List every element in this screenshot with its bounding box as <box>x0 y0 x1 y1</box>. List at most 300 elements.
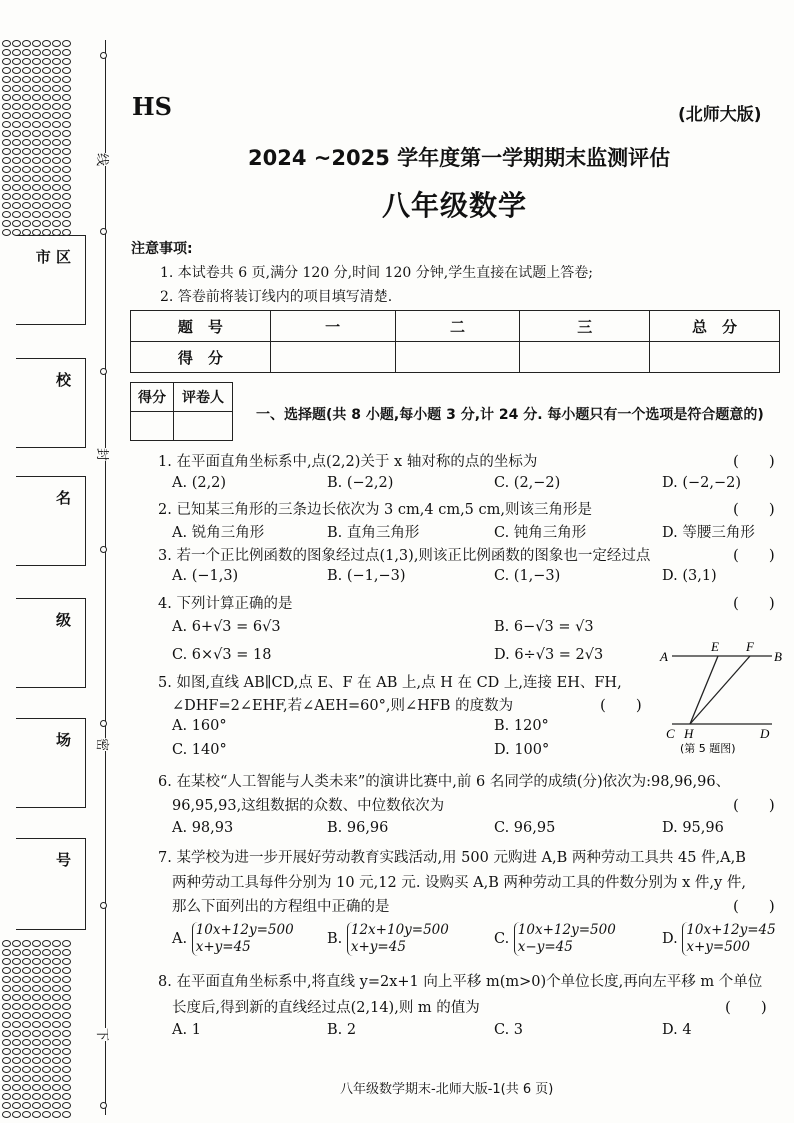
binding-hole <box>52 202 61 209</box>
binding-hole <box>42 1093 51 1100</box>
binding-hole <box>42 940 51 947</box>
binding-hole <box>62 193 71 200</box>
binding-hole <box>62 1021 71 1028</box>
binding-hole <box>42 112 51 119</box>
score-cell[interactable] <box>395 342 520 373</box>
score-header: 题 号 <box>131 311 271 342</box>
binding-hole <box>52 1030 61 1037</box>
binding-hole <box>32 130 41 137</box>
cut-dot <box>100 228 107 235</box>
info-label: 名 <box>55 489 71 507</box>
binding-hole <box>2 1102 11 1109</box>
question-stem: 4. 下列计算正确的是 <box>158 596 293 612</box>
binding-hole <box>52 121 61 128</box>
binding-hole <box>52 175 61 182</box>
binding-hole <box>22 148 31 155</box>
binding-hole <box>32 103 41 110</box>
binding-hole <box>12 112 21 119</box>
answer-paren[interactable]: ( ) <box>733 452 775 470</box>
binding-hole <box>62 112 71 119</box>
answer-paren[interactable]: ( ) <box>733 796 775 814</box>
binding-hole <box>2 994 11 1001</box>
binding-hole <box>52 112 61 119</box>
option-b: B. 2 <box>327 1022 357 1038</box>
binding-hole <box>62 1102 71 1109</box>
figure-q5 <box>650 636 790 754</box>
cut-dot <box>100 546 107 553</box>
binding-hole <box>32 949 41 956</box>
binding-hole <box>32 193 41 200</box>
binding-hole <box>2 166 11 173</box>
binding-hole <box>62 67 71 74</box>
binding-hole <box>32 121 41 128</box>
binding-hole <box>22 1111 31 1118</box>
binding-hole <box>62 58 71 65</box>
binding-hole <box>62 1084 71 1091</box>
binding-hole <box>42 121 51 128</box>
binding-holes-bottom <box>0 940 78 1120</box>
binding-hole <box>42 49 51 56</box>
binding-hole <box>22 202 31 209</box>
score-cell[interactable] <box>520 342 650 373</box>
cut-dot <box>100 1102 107 1109</box>
question-stem: 3. 若一个正比例函数的图象经过点(1,3),则该正比例函数的图象也一定经过点 <box>158 548 651 564</box>
binding-hole <box>32 1039 41 1046</box>
fig-label-a: A <box>660 649 668 664</box>
binding-hole <box>62 1012 71 1019</box>
binding-hole <box>42 949 51 956</box>
binding-hole <box>42 958 51 965</box>
binding-hole <box>22 958 31 965</box>
question-stem: 96,95,93,这组数据的众数、中位数依次为 <box>172 798 445 814</box>
binding-hole <box>62 1039 71 1046</box>
binding-hole <box>2 1066 11 1073</box>
info-box-school[interactable] <box>16 358 86 448</box>
binding-hole <box>32 94 41 101</box>
binding-hole <box>12 940 21 947</box>
binding-hole <box>52 1012 61 1019</box>
option-a: A. 6+√3 = 6√3 <box>172 619 281 635</box>
binding-hole <box>12 1111 21 1118</box>
binding-hole <box>2 949 11 956</box>
binding-hole <box>42 67 51 74</box>
option-b: B. 6−√3 = √3 <box>494 619 594 635</box>
binding-hole <box>42 58 51 65</box>
binding-hole <box>32 1093 41 1100</box>
binding-hole <box>62 94 71 101</box>
option-d: D. 100° <box>494 742 550 758</box>
binding-hole <box>52 1075 61 1082</box>
binding-hole <box>42 184 51 191</box>
answer-paren[interactable]: ( ) <box>733 546 775 564</box>
binding-hole <box>32 157 41 164</box>
binding-hole <box>32 976 41 983</box>
binding-hole <box>22 121 31 128</box>
info-box-seat[interactable] <box>16 838 86 930</box>
binding-hole <box>42 1039 51 1046</box>
binding-hole <box>32 220 41 227</box>
binding-hole <box>22 1102 31 1109</box>
binding-hole <box>2 976 11 983</box>
binding-hole <box>12 211 21 218</box>
binding-hole <box>2 958 11 965</box>
binding-hole <box>22 1057 31 1064</box>
option-d: D. 4 <box>662 1022 692 1038</box>
binding-hole <box>12 994 21 1001</box>
option-a: A. 98,93 <box>172 820 234 836</box>
binding-hole <box>52 958 61 965</box>
binding-hole <box>12 1021 21 1028</box>
cut-dot <box>100 52 107 59</box>
cut-char: 封 <box>94 448 113 461</box>
binding-hole <box>32 175 41 182</box>
option-d: D. 6÷√3 = 2√3 <box>494 647 604 663</box>
binding-hole <box>22 49 31 56</box>
equation: x−y=45 <box>517 939 573 955</box>
binding-hole <box>42 139 51 146</box>
binding-hole <box>2 1084 11 1091</box>
option-c: C. 6×√3 = 18 <box>172 647 272 663</box>
option-c <box>494 922 616 956</box>
binding-hole <box>52 1102 61 1109</box>
binding-hole <box>52 139 61 146</box>
binding-hole <box>2 76 11 83</box>
binding-hole <box>12 1057 21 1064</box>
binding-hole <box>22 976 31 983</box>
binding-hole <box>32 166 41 173</box>
binding-hole <box>42 1003 51 1010</box>
binding-hole <box>12 1012 21 1019</box>
option-b: B. 直角三角形 <box>327 525 420 541</box>
binding-hole <box>12 1093 21 1100</box>
binding-hole <box>62 76 71 83</box>
binding-hole <box>52 211 61 218</box>
score-cell[interactable] <box>650 342 780 373</box>
binding-hole <box>62 139 71 146</box>
question-stem: 1. 在平面直角坐标系中,点(2,2)关于 x 轴对称的点的坐标为 <box>158 454 538 470</box>
equation: 12x+10y=500 <box>350 922 449 938</box>
binding-hole <box>42 40 51 47</box>
binding-hole <box>12 1048 21 1055</box>
question-stem: 7. 某学校为进一步开展好劳动教育实践活动,用 500 元购进 A,B 两种劳动工具共 45 件,A,B <box>158 850 746 866</box>
option-d <box>662 922 776 956</box>
binding-hole <box>22 157 31 164</box>
binding-hole <box>52 148 61 155</box>
equation: x+y=45 <box>350 939 406 955</box>
question-stem: 5. 如图,直线 AB∥CD,点 E、F 在 AB 上,点 H 在 CD 上,连接 EH、FH, <box>158 675 622 691</box>
binding-hole <box>52 1048 61 1055</box>
binding-hole <box>22 1075 31 1082</box>
binding-hole <box>62 175 71 182</box>
answer-paren[interactable]: ( ) <box>725 998 767 1016</box>
info-box-class[interactable] <box>16 598 86 688</box>
binding-hole <box>22 1093 31 1100</box>
binding-hole <box>2 130 11 137</box>
binding-hole <box>32 49 41 56</box>
option-d: D. (3,1) <box>662 568 717 584</box>
equation: 10x+12y=45 <box>686 922 776 938</box>
binding-hole <box>22 58 31 65</box>
binding-hole <box>22 67 31 74</box>
binding-hole <box>2 121 11 128</box>
answer-paren[interactable]: ( ) <box>600 696 642 714</box>
binding-hole <box>22 85 31 92</box>
binding-hole <box>52 103 61 110</box>
binding-hole <box>32 1003 41 1010</box>
binding-hole <box>32 958 41 965</box>
binding-hole <box>2 49 11 56</box>
binding-hole <box>62 967 71 974</box>
binding-hole <box>32 148 41 155</box>
binding-hole <box>2 1003 11 1010</box>
note-item: 2. 答卷前将装订线内的项目填写清楚. <box>160 289 393 305</box>
binding-hole <box>42 1066 51 1073</box>
binding-hole <box>2 1093 11 1100</box>
line-hf <box>690 656 750 724</box>
binding-hole <box>32 1021 41 1028</box>
option-letter: D. <box>662 931 678 947</box>
option-a <box>172 922 294 956</box>
equation-system <box>514 922 616 956</box>
binding-cut-line <box>105 40 106 1115</box>
binding-hole <box>2 94 11 101</box>
section-heading: 一、选择题(共 8 小题,每小题 3 分,计 24 分. 每小题只有一个选项是符合题意的) <box>256 407 764 423</box>
binding-hole <box>22 1048 31 1055</box>
binding-hole <box>12 67 21 74</box>
binding-hole <box>12 949 21 956</box>
binding-hole <box>2 58 11 65</box>
binding-hole <box>12 1066 21 1073</box>
binding-hole <box>2 940 11 947</box>
binding-hole <box>22 220 31 227</box>
grader-cell[interactable] <box>131 412 174 441</box>
binding-hole <box>22 193 31 200</box>
line-he <box>690 656 718 724</box>
binding-hole <box>32 67 41 74</box>
option-letter: A. <box>172 931 188 947</box>
binding-hole <box>42 94 51 101</box>
binding-hole <box>42 220 51 227</box>
binding-hole <box>2 211 11 218</box>
info-label: 市 区 <box>35 248 71 266</box>
exam-title: 2024 ~2025 学年度第一学期期末监测评估 <box>248 146 671 170</box>
answer-paren[interactable]: ( ) <box>733 500 775 518</box>
binding-hole <box>32 40 41 47</box>
fig-label-b: B <box>774 649 782 664</box>
binding-hole <box>52 67 61 74</box>
info-box-exam-room[interactable] <box>16 718 86 808</box>
question-stem: 长度后,得到新的直线经过点(2,14),则 m 的值为 <box>172 1000 480 1016</box>
binding-hole <box>12 1102 21 1109</box>
binding-hole <box>22 112 31 119</box>
info-label: 号 <box>55 851 71 869</box>
binding-hole <box>22 1021 31 1028</box>
binding-hole <box>52 940 61 947</box>
binding-hole <box>22 1084 31 1091</box>
binding-hole <box>62 148 71 155</box>
binding-hole <box>52 1093 61 1100</box>
binding-hole <box>32 202 41 209</box>
binding-hole <box>12 148 21 155</box>
binding-hole <box>32 1066 41 1073</box>
score-header: 一 <box>270 311 395 342</box>
binding-hole <box>62 940 71 947</box>
binding-hole <box>32 184 41 191</box>
binding-hole <box>12 49 21 56</box>
binding-hole <box>42 1012 51 1019</box>
binding-hole <box>12 958 21 965</box>
binding-hole <box>32 85 41 92</box>
binding-hole <box>12 94 21 101</box>
binding-hole <box>32 985 41 992</box>
score-label: 得 分 <box>131 342 271 373</box>
binding-hole <box>42 175 51 182</box>
binding-hole <box>42 1111 51 1118</box>
notes-heading: 注意事项: <box>131 241 193 257</box>
fig-label-h: H <box>684 726 694 741</box>
answer-paren[interactable]: ( ) <box>733 594 775 612</box>
binding-hole <box>42 985 51 992</box>
binding-hole <box>42 1075 51 1082</box>
binding-hole <box>52 49 61 56</box>
binding-hole <box>32 994 41 1001</box>
binding-hole <box>12 76 21 83</box>
binding-hole <box>2 193 11 200</box>
edition-label: (北师大版) <box>678 105 762 125</box>
score-header: 总 分 <box>650 311 780 342</box>
binding-hole <box>2 1057 11 1064</box>
binding-hole <box>42 1021 51 1028</box>
binding-hole <box>12 166 21 173</box>
binding-hole <box>62 184 71 191</box>
binding-hole <box>52 1066 61 1073</box>
binding-hole <box>62 157 71 164</box>
binding-hole <box>32 139 41 146</box>
binding-hole <box>12 1075 21 1082</box>
binding-hole <box>62 1048 71 1055</box>
equation-system <box>682 922 775 956</box>
binding-hole <box>62 220 71 227</box>
question-stem: 6. 在某校“人工智能与人类未来”的演讲比赛中,前 6 名同学的成绩(分)依次为:98,96,96、 <box>158 774 731 790</box>
binding-hole <box>2 67 11 74</box>
option-d: D. 等腰三角形 <box>662 525 755 541</box>
binding-hole <box>2 184 11 191</box>
binding-hole <box>12 220 21 227</box>
binding-hole <box>2 229 11 236</box>
question-stem: ∠DHF=2∠EHF,若∠AEH=60°,则∠HFB 的度数为 <box>172 698 514 714</box>
grader-header: 得分 <box>131 383 174 412</box>
binding-hole <box>52 58 61 65</box>
binding-hole <box>62 1075 71 1082</box>
option-c: C. (2,−2) <box>494 475 561 491</box>
binding-hole <box>62 211 71 218</box>
binding-hole <box>2 985 11 992</box>
option-d: D. (−2,−2) <box>662 475 741 491</box>
fig-label-e: E <box>711 639 719 654</box>
info-box-name[interactable] <box>16 476 86 566</box>
equation-system <box>192 922 294 956</box>
score-cell[interactable] <box>270 342 395 373</box>
binding-hole <box>12 1030 21 1037</box>
binding-hole <box>52 193 61 200</box>
binding-hole <box>12 157 21 164</box>
binding-hole <box>12 130 21 137</box>
binding-hole <box>32 1102 41 1109</box>
equation: 10x+12y=500 <box>517 922 616 938</box>
binding-hole <box>22 76 31 83</box>
option-a: A. (2,2) <box>172 475 227 491</box>
binding-holes-top <box>0 40 78 240</box>
binding-hole <box>42 1048 51 1055</box>
fig-label-c: C <box>666 726 675 741</box>
option-letter: C. <box>494 931 510 947</box>
option-c: C. 96,95 <box>494 820 556 836</box>
binding-hole <box>42 1084 51 1091</box>
binding-hole <box>22 103 31 110</box>
binding-hole <box>22 1066 31 1073</box>
binding-hole <box>42 976 51 983</box>
binding-hole <box>12 976 21 983</box>
binding-hole <box>12 139 21 146</box>
option-b: B. (−1,−3) <box>327 568 406 584</box>
binding-hole <box>62 1057 71 1064</box>
binding-hole <box>52 1003 61 1010</box>
info-box-district[interactable] <box>16 235 86 325</box>
option-a: A. 锐角三角形 <box>172 525 265 541</box>
fig-label-f: F <box>746 639 754 654</box>
subject-title: 八年级数学 <box>382 189 528 222</box>
binding-hole <box>2 202 11 209</box>
binding-hole <box>12 40 21 47</box>
binding-hole <box>62 103 71 110</box>
binding-hole <box>32 940 41 947</box>
binding-hole <box>12 175 21 182</box>
binding-hole <box>42 1057 51 1064</box>
binding-hole <box>52 157 61 164</box>
paper-code: HS <box>132 92 173 121</box>
grader-cell[interactable] <box>174 412 233 441</box>
binding-hole <box>52 85 61 92</box>
binding-hole <box>52 1111 61 1118</box>
cut-dot <box>100 368 107 375</box>
binding-hole <box>2 103 11 110</box>
info-label: 校 <box>55 371 71 389</box>
answer-paren[interactable]: ( ) <box>733 897 775 915</box>
binding-hole <box>12 202 21 209</box>
binding-hole <box>52 40 61 47</box>
binding-hole <box>42 130 51 137</box>
binding-hole <box>22 949 31 956</box>
binding-hole <box>62 1003 71 1010</box>
binding-hole <box>2 85 11 92</box>
binding-hole <box>52 1021 61 1028</box>
grader-header: 评卷人 <box>174 383 233 412</box>
binding-hole <box>32 76 41 83</box>
binding-hole <box>42 967 51 974</box>
binding-hole <box>52 184 61 191</box>
option-a: A. 160° <box>172 718 227 734</box>
binding-hole <box>22 940 31 947</box>
binding-hole <box>22 40 31 47</box>
binding-hole <box>42 157 51 164</box>
binding-hole <box>62 85 71 92</box>
binding-hole <box>22 130 31 137</box>
binding-hole <box>52 949 61 956</box>
binding-hole <box>42 166 51 173</box>
binding-hole <box>52 985 61 992</box>
option-c: C. 钝角三角形 <box>494 525 587 541</box>
binding-hole <box>12 184 21 191</box>
